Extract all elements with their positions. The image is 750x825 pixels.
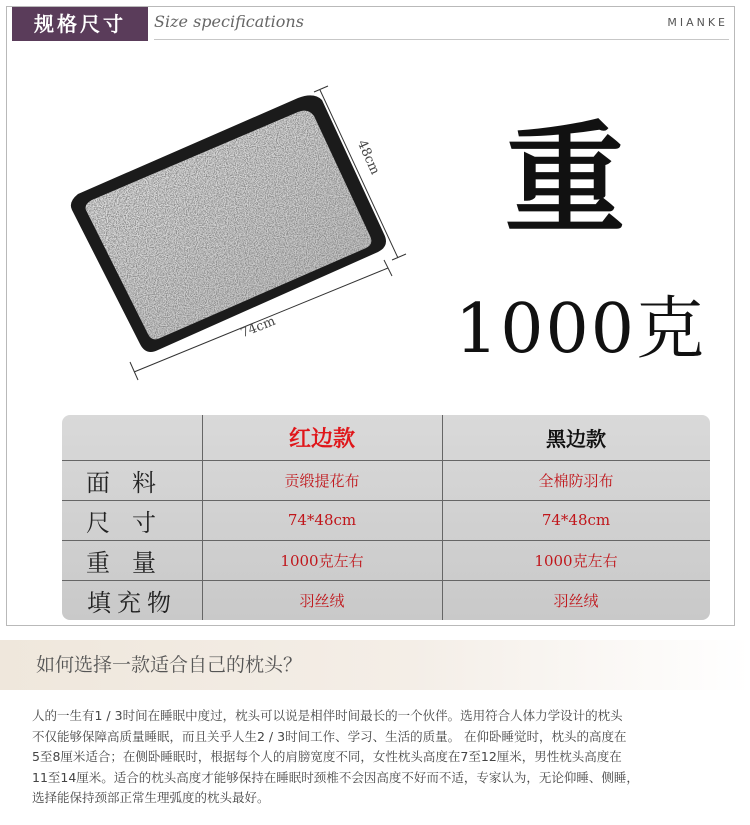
- header-rule: [154, 39, 729, 40]
- column-header-red-label: 红边款: [288, 427, 355, 452]
- table-divider: [62, 500, 710, 501]
- column-header-black-label: 黑边款: [546, 427, 606, 451]
- table-row: [62, 460, 710, 500]
- table-divider: [202, 415, 203, 620]
- row-value-black: 全棉防羽布: [538, 471, 614, 490]
- paragraph-line: 11至14厘米。适合的枕头高度才能够保持在睡眠时颈椎不会因高度不好而不适，专家认为，无论仰睡、侧睡，: [32, 769, 639, 785]
- pillow-image: [52, 82, 422, 392]
- heavy-character: 重: [505, 109, 625, 250]
- weight-value: 1000克: [455, 290, 707, 369]
- table-divider: [62, 580, 710, 581]
- row-label: 面料: [86, 468, 178, 497]
- table-divider: [442, 415, 443, 620]
- table-row: [62, 540, 710, 580]
- section-badge: 规格尺寸: [12, 7, 148, 41]
- row-value-red: 贡缎提花布: [284, 471, 360, 490]
- width-dimension-label: 74cm: [238, 313, 278, 342]
- row-label: 重量: [86, 548, 178, 577]
- table-header-row: [62, 415, 710, 460]
- table-row: [62, 580, 710, 620]
- row-value-black: 1000克左右: [534, 551, 618, 570]
- column-header-red: [202, 415, 442, 460]
- row-value-red: 74*48cm: [287, 511, 357, 529]
- advice-paragraph: [32, 706, 722, 809]
- question-title: 如何选择一款适合自己的枕头？: [36, 654, 303, 676]
- column-header-black: [442, 415, 710, 460]
- row-label: 尺寸: [86, 508, 178, 537]
- row-value-red: 羽丝绒: [299, 591, 345, 610]
- table-divider: [62, 460, 710, 461]
- paragraph-line: 5至8厘米适合；在侧卧睡眠时，根据每个人的肩膀宽度不同，女性枕头高度在7至12厘米，男性枕头高度在: [32, 749, 622, 764]
- row-value-black: 羽丝绒: [553, 591, 599, 610]
- brand-name: MIANKE: [667, 16, 728, 29]
- section-subtitle: Size specifications: [154, 12, 304, 31]
- table-row: [62, 500, 710, 540]
- paragraph-line: 人的一生有1 / 3时间在睡眠中度过，枕头可以说是相伴时间最长的一个伙伴。选用符合人体力学设计的枕头: [32, 708, 623, 723]
- paragraph-line: 选择能保持颈部正常生理弧度的枕头最好。: [32, 790, 270, 805]
- paragraph-line: 不仅能够保障高质量睡眠，而且关乎人生2 / 3时间工作、学习、生活的质量。 在仰卧睡觉时，枕头的高度在: [32, 728, 627, 744]
- table-divider: [62, 540, 710, 541]
- spec-table: [62, 415, 710, 620]
- height-dimension-label: 48cm: [353, 137, 383, 178]
- row-label: 填充物: [87, 588, 177, 617]
- row-value-black: 74*48cm: [541, 511, 611, 529]
- row-value-red: 1000克左右: [280, 551, 364, 570]
- pillow-illustration: [52, 82, 422, 392]
